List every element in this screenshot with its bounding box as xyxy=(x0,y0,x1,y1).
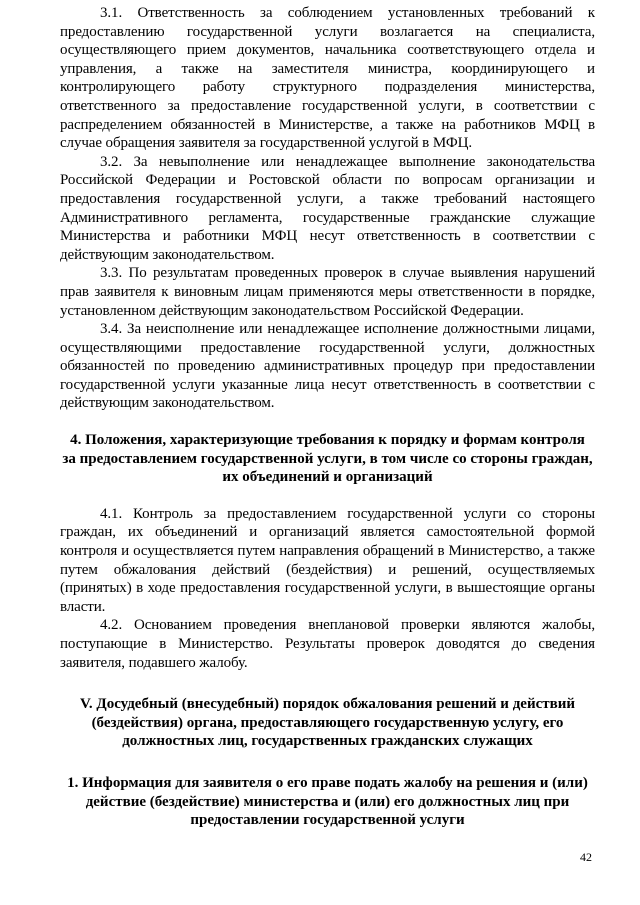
paragraph-3-2: 3.2. За невыполнение или ненадлежащее выполнение законодательства Российской Федерации и Ростовской области по вопросам организации и предоставления государственной услуги, а также требований настоящего Административного регламента, государственные гражданские служащие Министерства и работники МФЦ несут ответственность в соответствии с действующим законодательством. xyxy=(60,153,595,263)
paragraph-4-1: 4.1. Контроль за предоставлением государственной услуги со стороны граждан, их объединений и организаций является самостоятельной формой контроля и осуществляется путем направления обращений в Министерство, а также путем обжалования действий (бездействия) и решений, осуществляемых (принятых) в ходе предоставления государственной услуги, в вышестоящие органы власти. xyxy=(60,505,595,615)
document-page xyxy=(60,4,595,830)
paragraph-4-2: 4.2. Основанием проведения внеплановой проверки являются жалобы, поступающие в Министерство. Результаты проверок доводятся до сведения заявителя, подавшего жалобу. xyxy=(60,617,595,671)
section-5-1-heading: 1. Информация для заявителя о его праве подать жалобу на решения и (или) действие (бездействие) министерства и (или) его должностных лиц при предоставлении государственной услуги xyxy=(67,774,588,829)
section-4-heading: 4. Положения, характеризующие требования к порядку и формам контроля за предоставлением государственной услуги, в том числе со стороны граждан, их объединений и организаций xyxy=(62,432,593,486)
paragraph-3-4: 3.4. За неисполнение или ненадлежащее исполнение должностными лицами, осуществляющими предоставление государственной услуги, должностных обязанностей по проведению административных процедур при предоставлении государственной услуги указанные лица несут ответственность в соответствии с действующим законодательством. xyxy=(60,321,595,412)
page-number: 42 xyxy=(580,850,592,864)
section-5-heading: V. Досудебный (внесудебный) порядок обжалования решений и действий (бездействия) органа, предоставляющего государственную услугу, его должностных лиц, государственных гражданских служащих xyxy=(79,696,575,750)
paragraph-3-1: 3.1. Ответственность за соблюдением установленных требований к предоставлению государственной услуги возлагается на специалиста, осуществляющего прием документов, начальника соответствующего отдела и управления, а также на заместителя министра, координирующего и контролирующего работу структурного подразделения министерства, ответственного за предоставление государственной услуги, в соответствии с распределением обязанностей в Министерстве, а также на работников МФЦ в случае обращения заявителя за государственной услугой в МФЦ. xyxy=(60,5,595,152)
paragraph-3-3: 3.3. По результатам проведенных проверок в случае выявления нарушений прав заявителя к виновным лицам применяются меры ответственности в порядке, установленном действующим законодательством Российской Федерации. xyxy=(60,265,595,319)
